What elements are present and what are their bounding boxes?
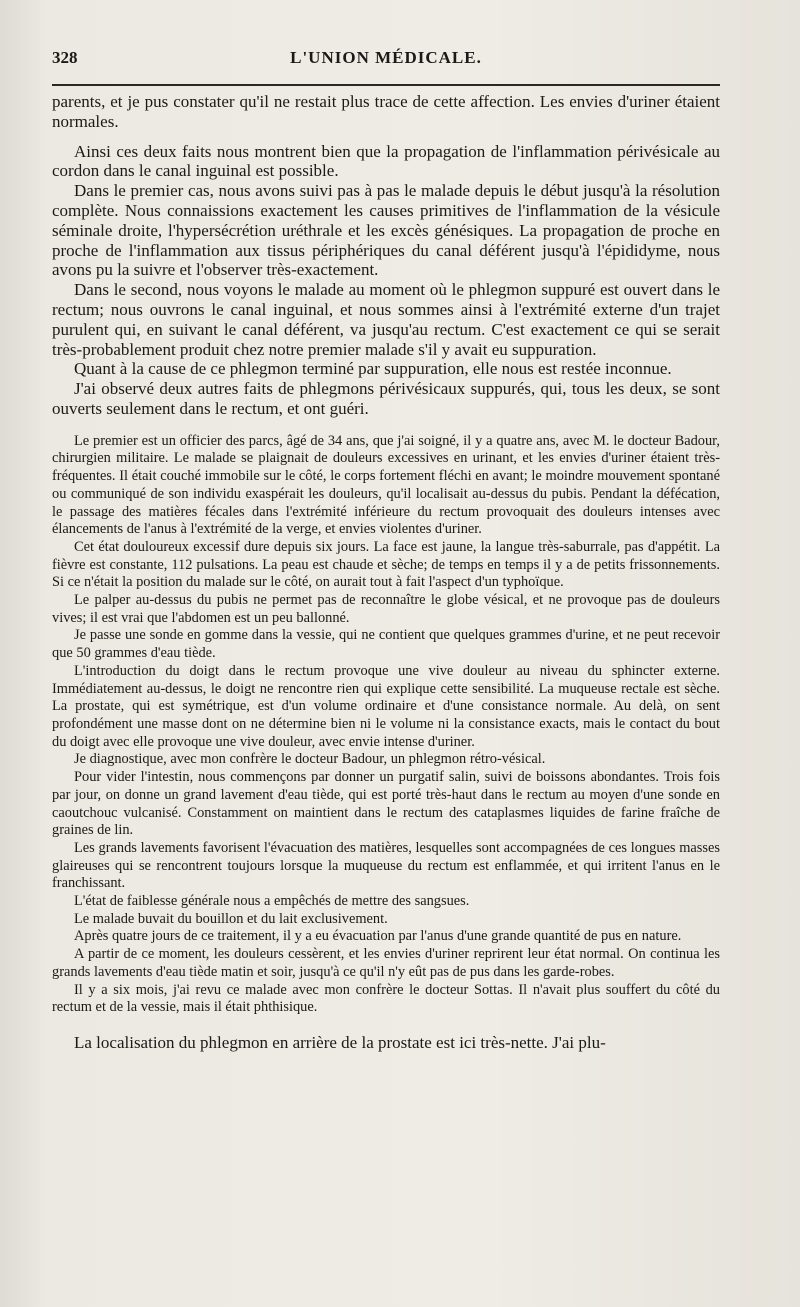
paragraph: Cet état douloureux excessif dure depuis six jours. La face est jaune, la langue très-saburrale, pas d'appétit. La fièvre est constante, 112 pulsations. La peau est chaude et sèche; de temps en temps il y a de petits frissonnements. Si ce n'était la position du malade sur le côté, on aurait tout à fait l'aspect d'un typhoïque. (52, 538, 720, 591)
paragraph: Dans le premier cas, nous avons suivi pas à pas le malade depuis le début jusqu'à la résolution complète. Nous connaissions exactement les causes primitives de l'inflammation de la vésicule séminale droite, l'hypersécrétion uréthrale et les excès génésiques. La propagation de proche en proche de l'inflammation aux tissus périphériques du canal déférent jusqu'à l'épididyme, nous avons pu la suivre et l'observer très-exactement. (52, 181, 720, 280)
paragraph: Quant à la cause de ce phlegmon terminé par suppuration, elle nous est restée inconnue. (74, 359, 672, 379)
paragraph: Le malade buvait du bouillon et du lait exclusivement. (74, 910, 388, 927)
paragraph: Il y a six mois, j'ai revu ce malade avec mon confrère le docteur Sottas. Il n'avait plus souffert du côté du rectum et de la vessie, mais il était phthisique. (52, 981, 720, 1016)
paragraph: parents, et je pus constater qu'il ne restait plus trace de cette affection. Les envies d'uriner étaient normales. (52, 92, 720, 131)
paragraph: Après quatre jours de ce traitement, il y a eu évacuation par l'anus d'une grande quantité de pus en nature. (74, 928, 682, 945)
paragraph: Je passe une sonde en gomme dans la vessie, qui ne contient que quelques grammes d'urine, et ne peut recevoir que 50 grammes d'eau tiède. (52, 627, 720, 662)
paragraph: Les grands lavements favorisent l'évacuation des matières, lesquelles sont accompagnées de ces longues masses glaireuses qui se rencontrent toujours lorsque la muqueuse du rectum est enflammée, et qui irritent l'anus en le franchissant. (52, 839, 720, 892)
paragraph: Pour vider l'intestin, nous commençons par donner un purgatif salin, suivi de boissons abondantes. Trois fois par jour, on donne un grand lavement d'eau tiède, qui est porté très-haut dans le rectum au moyen d'une sonde en caoutchouc vulcanisé. Constamment on maintient dans le rectum des cataplasmes liquides de farine fraîche de graines de lin. (52, 769, 720, 839)
header-rule (52, 84, 720, 86)
paragraph: Ainsi ces deux faits nous montrent bien que la propagation de l'inflammation périvésicale au cordon dans le canal inguinal est possible. (52, 141, 720, 181)
paragraph: J'ai observé deux autres faits de phlegmons périvésicaux suppurés, qui, tous les deux, se sont ouverts seulement dans le rectum, et ont guéri. (52, 379, 720, 418)
paragraph: L'état de faiblesse générale nous a empêchés de mettre des sangsues. (74, 893, 470, 910)
paragraph: La localisation du phlegmon en arrière de la prostate est ici très-nette. J'ai plu- (74, 1032, 606, 1052)
page-number: 328 (52, 48, 78, 67)
paragraph: L'introduction du doigt dans le rectum provoque une vive douleur au niveau du sphincter externe. Immédiatement au-dessus, le doigt ne rencontre rien qui explique cette sensibilité. La muqueuse rectale est sèche. La prostate, qui est symétrique, est d'un volume ordinaire et d'une consistance normale. Au delà, on sent profondément une masse dont on ne détermine bien ni le volume ni la consistance exacts, mais le contact du bout du doigt avec elle provoque une vive douleur, avec envie intense d'uriner. (52, 662, 720, 750)
paragraph: Le premier est un officier des parcs, âgé de 34 ans, que j'ai soigné, il y a quatre ans, avec M. le docteur Badour, chirurgien militaire. Le malade se plaignait de douleurs excessives en urinant, et les envies d'uriner étaient très-fréquentes. Il était couché immobile sur le côté, le corps fortement fléchi en avant; le moindre mouvement spontané ou communiqué de son individu exaspérait les douleurs, qu'il localisait au-dessus du pubis. Pendant la défécation, le passage des matières fécales dans l'extrémité inférieure du rectum provoquait des douleurs intenses avec élancements de l'anus à l'extrémité de la verge, et envies violentes d'uriner. (52, 432, 720, 538)
paragraph: Le palper au-dessus du pubis ne permet pas de reconnaître le globe vésical, et ne provoque pas de douleurs vives; il est vrai que l'abdomen est un peu ballonné. (52, 592, 720, 626)
paragraph: Dans le second, nous voyons le malade au moment où le phlegmon suppuré est ouvert dans le rectum; nous ouvrons le canal inguinal, et nous sommes ainsi à l'extrémité externe d'un trajet purulent qui, en suivant le canal déférent, va jusqu'au rectum. C'est exactement ce qui se serait très-probablement produit chez notre premier malade s'il y avait eu suppuration. (52, 280, 720, 359)
paragraph: Je diagnostique, avec mon confrère le docteur Badour, un phlegmon rétro-vésical. (74, 751, 546, 768)
paragraph: A partir de ce moment, les douleurs cessèrent, et les envies d'uriner reprirent leur état normal. On continua les grands lavements d'eau tiède matin et soir, jusqu'à ce qu'il n'y eût pas de pus dans les garde-robes. (52, 946, 720, 980)
article-body (52, 92, 720, 1053)
page-header (52, 48, 720, 72)
journal-title: L'UNION MÉDICALE. (290, 48, 482, 67)
